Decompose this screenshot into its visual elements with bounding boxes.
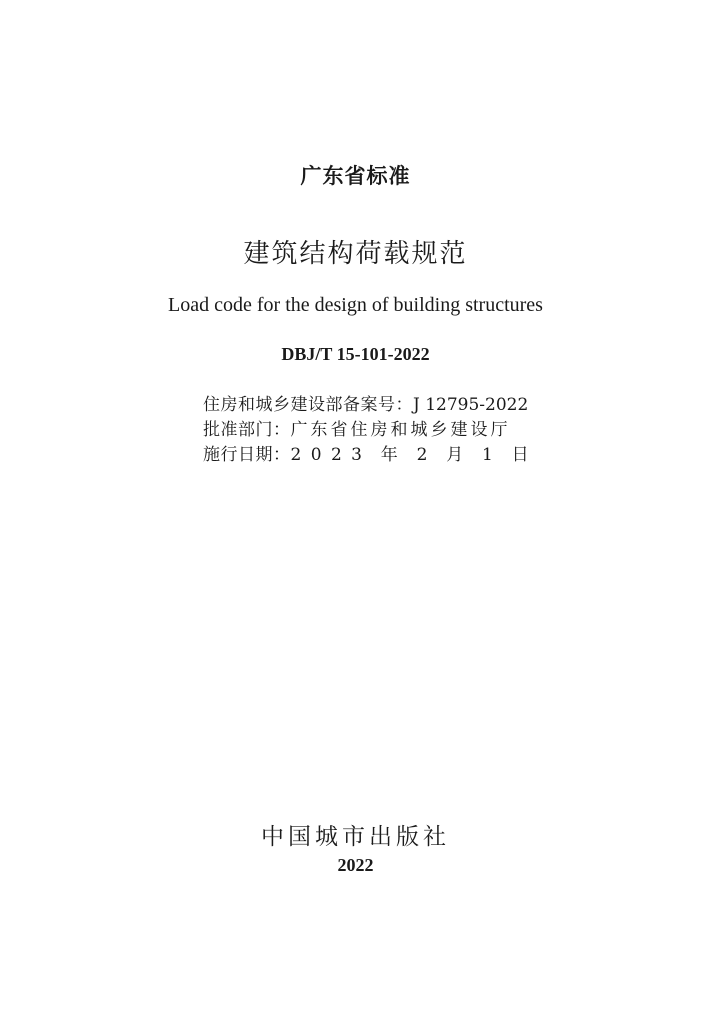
standard-series-heading: 广东省标准 [300,164,411,188]
publication-year: 2022 [337,855,374,875]
document-title-chinese: 建筑结构荷载规范 [243,239,468,269]
filing-number-row [203,393,529,418]
document-title-english: Load code for the design of building structures [168,294,543,316]
publisher-name: 中国城市出版社 [261,824,450,850]
effective-date-value: 2 0 2 3 年 2 月 1 日 [290,445,529,465]
effective-date-row [203,443,529,468]
metadata-block [203,393,529,468]
approval-department-value: 广东省住房和城乡建设厅 [290,420,511,440]
filing-number-label: 住房和城乡建设部备案号： [203,395,413,415]
filing-number-value: J 12795-2022 [413,395,529,415]
approval-department-row [203,418,529,443]
approval-department-label: 批准部门： [203,420,291,440]
standard-code: DBJ/T 15-101-2022 [281,344,430,364]
effective-date-label: 施行日期： [203,445,291,465]
